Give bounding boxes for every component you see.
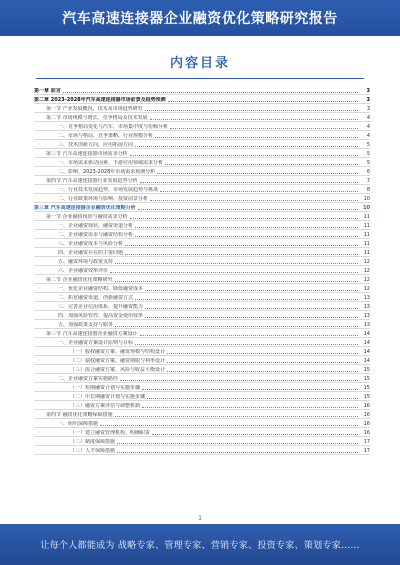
toc-entry[interactable] xyxy=(34,185,370,194)
toc-entry-page: 3 xyxy=(366,97,370,103)
toc-entry-title: （一）短期融资计划与实施步骤 xyxy=(70,385,141,391)
toc-leader-dots xyxy=(142,389,358,390)
toc-entry[interactable] xyxy=(34,401,370,410)
toc-entry[interactable] xyxy=(34,419,370,428)
toc-entry-title: 五、加强政策支持与服务 xyxy=(58,322,114,328)
toc-entry-page: 14 xyxy=(363,340,370,346)
toc-leader-dots xyxy=(115,326,358,327)
toc-leader-dots xyxy=(147,398,358,399)
toc-entry-page: 16 xyxy=(363,430,370,436)
toc-leader-dots xyxy=(167,371,358,372)
toc-entry[interactable] xyxy=(34,122,370,131)
toc-entry-title: 第一章 前言 xyxy=(34,88,61,94)
toc-entry-page: 15 xyxy=(363,385,370,391)
toc-leader-dots xyxy=(140,335,358,336)
toc-entry-page: 4 xyxy=(366,115,370,121)
toc-leader-dots xyxy=(100,425,358,426)
toc-entry[interactable] xyxy=(34,410,370,419)
toc-entry-title: （二）债权融资方案、融资期限与利率设计 xyxy=(70,358,166,364)
toc-leader-dots xyxy=(150,200,358,201)
toc-entry-title: 第二节 市场规模与增长、竞争格局及技术发展 xyxy=(46,115,148,121)
toc-leader-dots xyxy=(167,362,358,363)
toc-entry-page: 16 xyxy=(363,412,370,418)
toc-entry-title: 二、市场与格局、竞争策略、行业规模分析 xyxy=(58,133,154,139)
toc-entry[interactable] xyxy=(34,167,370,176)
toc-leader-dots xyxy=(63,92,358,93)
toc-entry-page: 4 xyxy=(366,133,370,139)
toc-entry[interactable] xyxy=(34,338,370,347)
toc-entry-page: 8 xyxy=(366,187,370,193)
toc-entry-title: 二、影响、2023-2028年市场需求预测分析 xyxy=(58,169,156,175)
toc-leader-dots xyxy=(125,245,358,246)
toc-entry-title: 一、组织保障措施 xyxy=(58,421,99,427)
toc-entry-title: （二）制度保障措施 xyxy=(70,439,116,445)
toc-leader-dots xyxy=(130,218,358,219)
toc-entry[interactable] xyxy=(34,275,370,284)
toc-leader-dots xyxy=(117,443,358,444)
toc-entry[interactable] xyxy=(34,95,370,104)
header-banner xyxy=(0,0,400,36)
toc-leader-dots xyxy=(120,380,358,381)
toc-entry-page: 13 xyxy=(363,304,370,310)
toc-entry-title: 三、技术创新方向、应用拓展方向 xyxy=(58,142,134,148)
toc-leader-dots xyxy=(138,209,358,210)
toc-entry[interactable] xyxy=(34,221,370,230)
toc-leader-dots xyxy=(152,434,358,435)
toc-entry[interactable] xyxy=(34,266,370,275)
toc-entry[interactable] xyxy=(34,284,370,293)
toc-entry-title: （三）融资方案评估与调整机制 xyxy=(70,403,141,409)
toc-leader-dots xyxy=(110,272,358,273)
toc-entry-title: 第一节 产业发展概况、技术及市场趋势研究 xyxy=(46,106,143,112)
toc-leader-dots xyxy=(167,353,358,354)
toc-leader-dots xyxy=(135,227,358,228)
toc-entry-title: 三、企业融资成本与风险分析 xyxy=(58,241,124,247)
toc-entry[interactable] xyxy=(34,446,370,455)
toc-entry-page: 3 xyxy=(366,88,370,94)
toc-entry-page: 14 xyxy=(363,358,370,364)
toc-entry-title: （三）混合融资方案、风险与收益平衡设计 xyxy=(70,367,166,373)
toc-entry-title: 一、行业技术发展趋势、市场发展趋势与挑战 xyxy=(58,187,159,193)
toc-entry-page: 5 xyxy=(366,142,370,148)
toc-entry-title: 二、企业融资方案实施路径 xyxy=(58,376,119,382)
toc-leader-dots xyxy=(170,128,358,129)
toc-entry[interactable] xyxy=(34,140,370,149)
toc-entry-page: 13 xyxy=(363,313,370,319)
toc-entry[interactable] xyxy=(34,356,370,365)
footer-slogan: 让每个人都能成为 战略专家、管理专家、营销专家、投资专家、策划专家…… xyxy=(40,541,360,551)
toc-entry[interactable] xyxy=(34,311,370,320)
toc-entry-title: 二、行业政策环境与影响、投资前景分析 xyxy=(58,196,149,202)
toc-entry-title: 第三章 汽车高速连接器企业融资优化策略分析 xyxy=(34,205,136,211)
page-title: 内容目录 xyxy=(169,56,230,71)
toc-entry-title: 一、优化企业融资结构、降低融资成本 xyxy=(58,286,144,292)
toc-entry[interactable] xyxy=(34,293,370,302)
toc-entry-page: 5 xyxy=(366,151,370,157)
toc-entry-title: 第三节 汽车高速连接器市场需求分析 xyxy=(46,151,128,157)
toc-entry-page: 5 xyxy=(366,160,370,166)
toc-leader-dots xyxy=(145,290,358,291)
toc-leader-dots xyxy=(135,146,358,147)
toc-entry[interactable] xyxy=(34,392,370,401)
toc-entry-title: 一、竞争格局变化与汽车、市场集中度与份额分析 xyxy=(58,124,169,130)
toc-entry-page: 16 xyxy=(363,403,370,409)
toc-entry-title: （一）建立融资管理机构、明确职责 xyxy=(70,430,151,436)
toc-leader-dots xyxy=(145,317,358,318)
toc-entry[interactable] xyxy=(34,158,370,167)
toc-entry-title: 第二章 2023-2028年汽车高速连接器市场前景及趋势预测 xyxy=(34,97,166,103)
table-of-contents xyxy=(34,86,370,506)
toc-leader-dots xyxy=(150,119,358,120)
toc-leader-dots xyxy=(157,173,358,174)
toc-entry-title: 一、企业融资方案设计原则与目标 xyxy=(58,340,134,346)
toc-leader-dots xyxy=(140,182,358,183)
toc-entry-page: 11 xyxy=(363,214,370,220)
toc-entry[interactable] xyxy=(34,131,370,140)
toc-entry[interactable] xyxy=(34,365,370,374)
toc-entry-title: 二、拓宽融资渠道、创新融资方式 xyxy=(58,295,134,301)
toc-entry-title: 二、企业融资需求与融资结构分析 xyxy=(58,232,134,238)
toc-entry[interactable] xyxy=(34,239,370,248)
toc-leader-dots xyxy=(130,155,358,156)
toc-entry[interactable] xyxy=(34,176,370,185)
toc-entry-title: 五、融资环境与政策支持 xyxy=(58,259,114,265)
toc-entry[interactable] xyxy=(34,428,370,437)
toc-entry-title: 一、企业融资现状、融资渠道分析 xyxy=(58,223,134,229)
toc-entry[interactable] xyxy=(34,347,370,356)
toc-entry-page: 16 xyxy=(363,421,370,427)
toc-leader-dots xyxy=(135,236,358,237)
toc-entry-page: 10 xyxy=(363,196,370,202)
toc-entry-title: （三）人才保障措施 xyxy=(70,448,116,454)
toc-entry-page: 7 xyxy=(366,178,370,184)
toc-entry-page: 17 xyxy=(363,448,370,454)
toc-entry[interactable] xyxy=(34,320,370,329)
toc-leader-dots xyxy=(145,308,358,309)
toc-entry[interactable] xyxy=(34,104,370,113)
toc-entry-title: 第二节 企业融资优化策略研究 xyxy=(46,277,113,283)
toc-entry-page: 14 xyxy=(363,349,370,355)
toc-entry-title: （一）股权融资方案、融资规模与结构设计 xyxy=(70,349,166,355)
toc-entry[interactable] xyxy=(34,329,370,338)
toc-entry-page: 11 xyxy=(363,250,370,256)
title-divider xyxy=(36,78,364,79)
toc-entry[interactable] xyxy=(34,383,370,392)
toc-entry[interactable] xyxy=(34,248,370,257)
toc-entry-title: 四、加强风险管控、提高资金使用效率 xyxy=(58,313,144,319)
toc-entry-title: （二）中长期融资计划与实施步骤 xyxy=(70,394,146,400)
toc-entry-page: 10 xyxy=(363,205,370,211)
toc-entry-page: 15 xyxy=(363,394,370,400)
toc-entry[interactable] xyxy=(34,374,370,383)
toc-entry[interactable] xyxy=(34,86,370,95)
toc-entry-title: 六、企业融资效率评价 xyxy=(58,268,109,274)
toc-leader-dots xyxy=(155,137,358,138)
toc-entry-page: 6 xyxy=(366,169,370,175)
toc-entry[interactable] xyxy=(34,212,370,221)
toc-entry-page: 17 xyxy=(363,439,370,445)
toc-entry-page: 15 xyxy=(363,367,370,373)
toc-entry-title: 三、完善企业信用体系、提升融资能力 xyxy=(58,304,144,310)
toc-entry-page: 11 xyxy=(363,223,370,229)
toc-entry-title: 四、企业融资存在的主要问题 xyxy=(58,250,124,256)
toc-leader-dots xyxy=(115,263,358,264)
toc-entry-page: 4 xyxy=(366,124,370,130)
toc-leader-dots xyxy=(142,407,358,408)
toc-entry-page: 12 xyxy=(363,268,370,274)
toc-entry-title: 第三节 汽车高速连接器企业融资方案设计 xyxy=(46,331,138,337)
toc-leader-dots xyxy=(135,299,358,300)
toc-entry-page: 12 xyxy=(363,286,370,292)
footer-banner xyxy=(0,524,400,565)
toc-entry-title: 第四节 汽车高速连接器行业发展趋势分析 xyxy=(46,178,138,184)
toc-entry-title: 一、市场需求驱动因素、下游应用领域需求分析 xyxy=(58,160,164,166)
toc-entry-page: 11 xyxy=(363,241,370,247)
toc-entry-page: 12 xyxy=(363,259,370,265)
toc-leader-dots xyxy=(168,101,358,102)
toc-entry[interactable] xyxy=(34,257,370,266)
toc-entry[interactable] xyxy=(34,437,370,446)
toc-entry-page: 14 xyxy=(363,331,370,337)
toc-leader-dots xyxy=(117,452,358,453)
toc-leader-dots xyxy=(135,344,358,345)
toc-entry[interactable] xyxy=(34,194,370,203)
toc-entry[interactable] xyxy=(34,203,370,212)
toc-entry[interactable] xyxy=(34,113,370,122)
toc-leader-dots xyxy=(160,191,358,192)
report-title: 汽车高速连接器企业融资优化策略研究报告 xyxy=(62,11,338,27)
toc-entry-title: 第四节 融资优化策略保障措施 xyxy=(46,412,113,418)
toc-entry[interactable] xyxy=(34,149,370,158)
toc-entry-page: 11 xyxy=(363,232,370,238)
toc-entry[interactable] xyxy=(34,230,370,239)
toc-entry-page: 12 xyxy=(363,277,370,283)
toc-entry-page: 3 xyxy=(366,106,370,112)
toc-entry-page: 15 xyxy=(363,376,370,382)
toc-entry[interactable] xyxy=(34,302,370,311)
toc-entry-title: 第一节 企业融资现状与融资需求分析 xyxy=(46,214,128,220)
toc-leader-dots xyxy=(125,254,358,255)
toc-leader-dots xyxy=(115,416,358,417)
page-number: 1 xyxy=(198,515,202,522)
toc-leader-dots xyxy=(115,281,358,282)
toc-leader-dots xyxy=(165,164,358,165)
toc-leader-dots xyxy=(145,110,358,111)
toc-entry-page: 13 xyxy=(363,295,370,301)
toc-entry-page: 13 xyxy=(363,322,370,328)
